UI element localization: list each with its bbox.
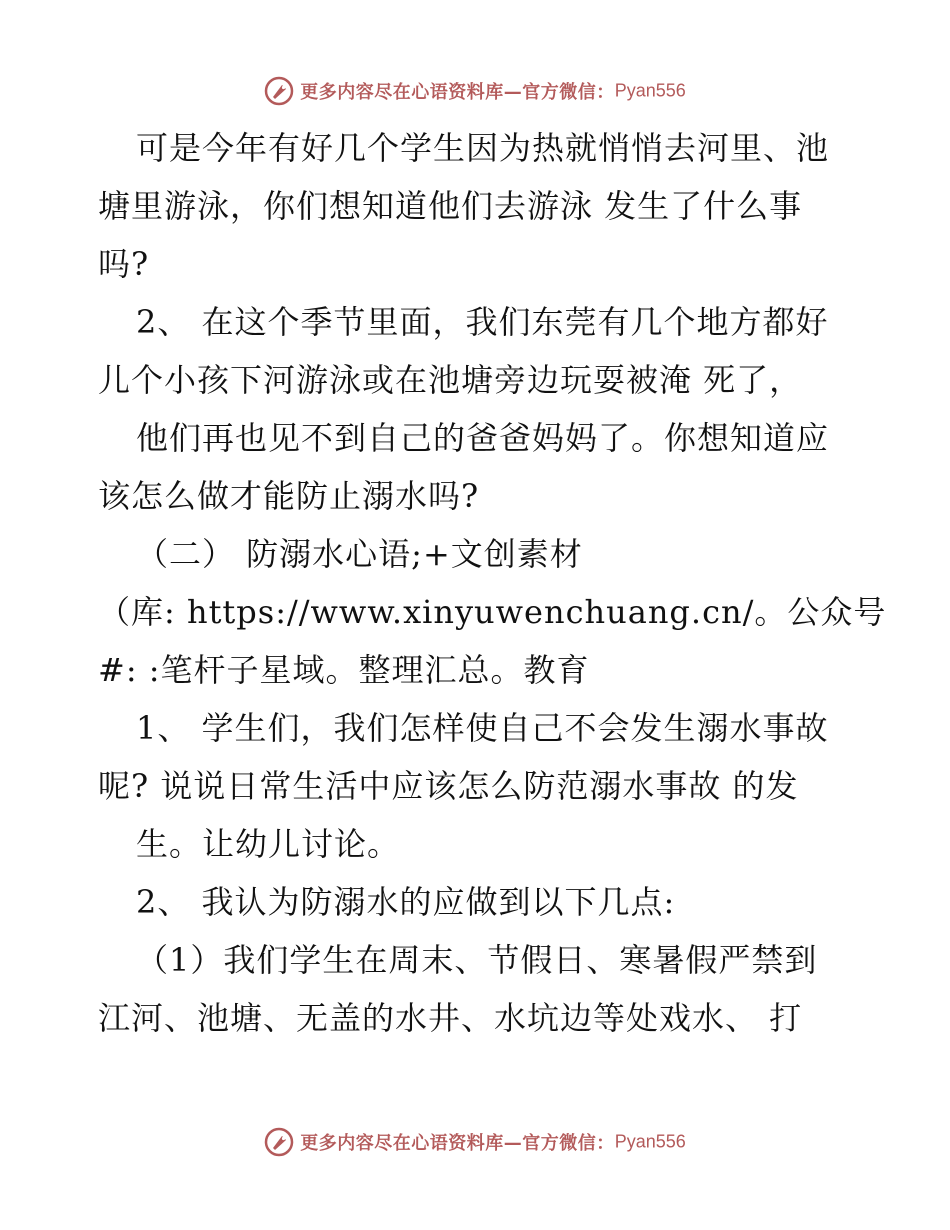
text-line: 2、 我认为防溺水的应做到以下几点: [136, 883, 676, 921]
text-line: 生。让幼儿讨论。 [136, 825, 401, 863]
text-line: #: :笔杆子星域。整理汇总。教育 [98, 651, 590, 689]
text-line: 该怎么做才能防止溺水吗? [98, 477, 480, 515]
text-line: 呢? 说说日常生活中应该怎么防范溺水事故 的发 [98, 767, 799, 805]
text-line: 吗? [98, 245, 150, 283]
watermark-wechat-id: Pyan556 [614, 80, 686, 101]
watermark-wechat-id: Pyan556 [614, 1131, 686, 1152]
header-watermark [0, 76, 950, 106]
text-line: （1）我们学生在周末、节假日、寒暑假严禁到 [136, 941, 818, 979]
watermark-text: 更多内容尽在心语资料库—官方微信： [300, 82, 615, 103]
text-line: （库: https://www.xinyuwenchuang.cn/。公众号 [98, 593, 887, 631]
text-line: 2、 在这个季节里面，我们东莞有几个地方都好 [136, 303, 829, 341]
text-line: 儿个小孩下河游泳或在池塘旁边玩耍被淹 死了， [98, 361, 803, 399]
pen-nib-logo-icon [264, 1127, 294, 1157]
section-heading: （二） 防溺水心语;+文创素材 [136, 535, 583, 573]
footer-watermark [0, 1127, 950, 1157]
watermark-text: 更多内容尽在心语资料库—官方微信： [300, 1133, 615, 1154]
text-line: 他们再也见不到自己的爸爸妈妈了。你想知道应 [136, 419, 830, 457]
text-line: 1、 学生们，我们怎样使自己不会发生溺水事故 [136, 709, 829, 747]
text-line: 塘里游泳，你们想知道他们去游泳 发生了什么事 [98, 187, 803, 225]
text-line: 可是今年有好几个学生因为热就悄悄去河里、池 [136, 129, 830, 167]
text-line: 江河、池塘、无盖的水井、水坑边等处戏水、 打 [98, 999, 803, 1037]
pen-nib-logo-icon [264, 76, 294, 106]
